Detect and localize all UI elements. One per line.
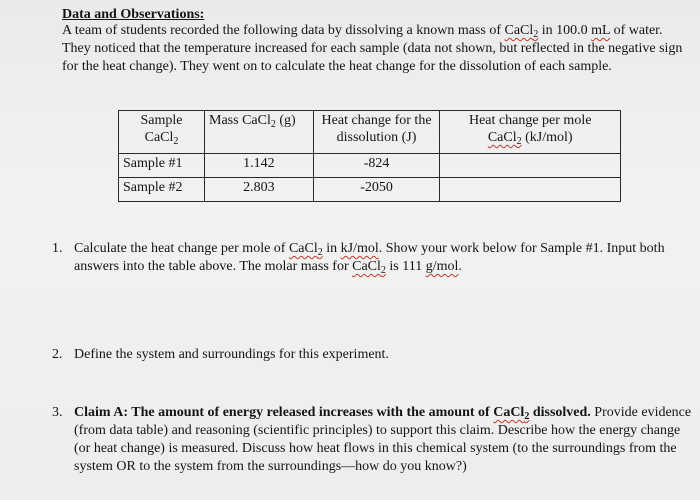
question-3-text: [74, 404, 692, 476]
header-mass: Mass CaCl$_2$ (g): [205, 111, 314, 154]
claim-a: Claim A: The amount of energy released increases with the amount of CaCl$_2$ dissolved.: [74, 405, 591, 422]
question-1-text: Calculate the heat change per mole of CaCl$_2$ in kJ/mol. Show your work below for Sample #1. Input both answers into the table above. The molar mass for CaCl$_2$ is 111 g/mol.: [74, 241, 665, 276]
question-3-instructions: Provide evidence (from data table) and reasoning (scientific principles) to support this claim. Describe how the energy change (or heat change) is measured. Discuss how heat flows in this chemical system (to the surroundings from the system OR to the system from the surroundings—how do you know?): [74, 405, 692, 474]
question-2: [52, 346, 652, 364]
intro-formula: CaCl$_2$: [504, 23, 539, 40]
question-number: 1.: [52, 241, 63, 256]
question-1: [52, 240, 682, 276]
intro-unit: mL: [591, 23, 611, 38]
cell-sample: Sample #2: [119, 178, 205, 202]
cell-heat-per-mole[interactable]: [440, 154, 621, 178]
header-heat-per-mole: Heat change per mole CaCl$_2$ (kJ/mol): [440, 111, 621, 154]
question-2-text: Define the system and surroundings for this experiment.: [74, 347, 389, 362]
cell-mass: 2.803: [205, 178, 314, 202]
section-heading: Data and Observations:: [62, 7, 205, 22]
intro-text-3: of water. They noticed that the temperature increased for each sample (data not shown, but reflected in the negative sign for the heat change). They went on to calculate the heat change for the dissolution of each sample.: [62, 23, 683, 74]
cell-heat: -824: [313, 154, 440, 178]
table-row: [119, 178, 621, 202]
table-row: [119, 154, 621, 178]
cell-heat: -2050: [313, 178, 440, 202]
data-table: [118, 110, 621, 202]
question-number: 3.: [52, 405, 63, 420]
intro-paragraph: [62, 22, 692, 76]
table-header-row: [119, 111, 621, 154]
cell-mass: 1.142: [205, 154, 314, 178]
header-sample: Sample CaCl$_2$: [119, 111, 205, 154]
intro-text-1: A team of students recorded the following data by dissolving a known mass of: [62, 23, 505, 38]
cell-sample: Sample #1: [119, 154, 205, 178]
question-number: 2.: [52, 347, 63, 362]
cell-heat-per-mole[interactable]: [440, 178, 621, 202]
question-3: [52, 404, 692, 476]
header-heat-change: Heat change for the dissolution (J): [313, 111, 440, 154]
intro-text-2: in 100.0: [538, 23, 592, 38]
